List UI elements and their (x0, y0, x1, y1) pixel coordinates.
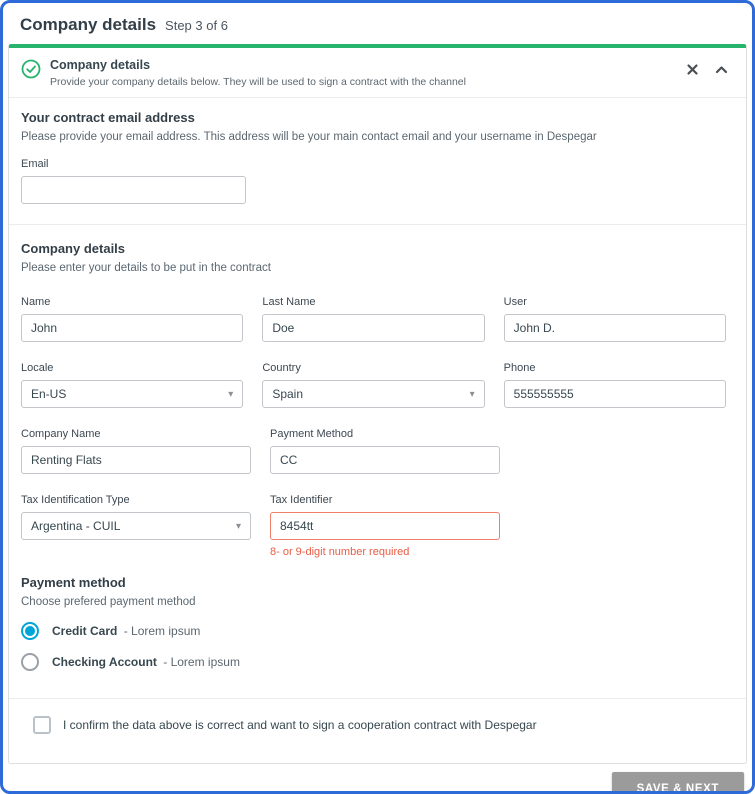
email-label: Email (21, 158, 49, 170)
locale-value: En-US (31, 387, 67, 401)
last-name-label: Last Name (262, 296, 316, 308)
company-name-label: Company Name (21, 428, 101, 440)
company-section-heading: Company details (21, 241, 126, 256)
phone-label: Phone (503, 362, 536, 374)
company-name-field-group (21, 428, 251, 474)
company-section-description: Please enter your details to be put in the contract (21, 262, 271, 274)
payment-method-field-group (270, 428, 500, 474)
page-title: Company details (20, 15, 157, 34)
payment-section-heading: Payment method (21, 575, 126, 590)
tax-identifier-field-group (270, 494, 500, 559)
card-header (9, 48, 746, 98)
caret-down-icon: ▾ (469, 388, 475, 400)
field-row-4 (21, 494, 726, 559)
company-section (9, 225, 746, 698)
user-input[interactable] (504, 314, 726, 342)
name-label: Name (21, 296, 51, 308)
tax-identifier-error: 8- or 9-digit number required (270, 546, 410, 558)
phone-field-group (504, 362, 726, 408)
save-next-button[interactable]: SAVE & NEXT (612, 772, 744, 794)
panel-title: Company details (50, 58, 151, 72)
confirm-checkbox[interactable] (33, 716, 51, 734)
country-value: Spain (272, 387, 304, 401)
confirm-label: I confirm the data above is correct and want to sign a cooperation contract with Despegar (63, 717, 537, 732)
tax-identifier-label: Tax Identifier (270, 494, 333, 506)
radio-option-credit-card[interactable] (21, 622, 726, 640)
user-field-group (504, 296, 726, 342)
locale-select[interactable] (21, 380, 243, 408)
chevron-up-icon[interactable] (715, 63, 728, 76)
tax-id-type-label: Tax Identification Type (21, 494, 130, 506)
tax-id-type-value: Argentina - CUIL (31, 519, 121, 533)
footer (3, 764, 752, 794)
radio-option-label: Checking Account (52, 655, 157, 669)
radio-selected-icon[interactable] (21, 622, 39, 640)
field-row-1 (21, 296, 726, 342)
name-field-group (21, 296, 243, 342)
caret-down-icon: ▾ (235, 520, 241, 532)
payment-method-input[interactable] (270, 446, 500, 474)
country-label: Country (262, 362, 301, 374)
card-header-text (50, 57, 466, 89)
name-input[interactable] (21, 314, 243, 342)
company-details-card (8, 44, 747, 764)
field-row-3 (21, 428, 726, 474)
radio-option-desc: - Lorem ipsum (163, 655, 240, 669)
tax-id-type-field-group (21, 494, 251, 559)
caret-down-icon: ▾ (228, 388, 234, 400)
country-field-group (262, 362, 484, 408)
close-icon[interactable] (686, 63, 699, 76)
locale-field-group (21, 362, 243, 408)
radio-option-text (52, 655, 240, 669)
email-section-heading: Your contract email address (21, 110, 195, 125)
tax-id-type-select[interactable] (21, 512, 251, 540)
card-header-actions (686, 57, 728, 76)
field-row-2 (21, 362, 726, 408)
radio-option-checking-account[interactable] (21, 653, 726, 671)
radio-unselected-icon[interactable] (21, 653, 39, 671)
company-name-input[interactable] (21, 446, 251, 474)
phone-input[interactable] (504, 380, 726, 408)
radio-option-label: Credit Card (52, 624, 118, 638)
user-label: User (503, 296, 527, 308)
email-input[interactable] (21, 176, 246, 204)
email-field-group (21, 158, 246, 204)
payment-method-label: Payment Method (270, 428, 354, 440)
payment-section-description: Choose prefered payment method (21, 596, 196, 608)
radio-option-text (52, 624, 200, 638)
radio-option-desc: - Lorem ipsum (123, 624, 201, 638)
country-select[interactable] (262, 380, 484, 408)
page-step-indicator: Step 3 of 6 (165, 18, 228, 33)
last-name-field-group (262, 296, 484, 342)
panel-subtitle: Provide your company details below. They will be used to sign a contract with the channel (50, 76, 466, 88)
confirmation-section (9, 699, 746, 763)
page-title-row (3, 3, 752, 44)
email-section-description: Please provide your email address. This address will be your main contact email and your username in Despegar (21, 131, 597, 143)
last-name-input[interactable] (262, 314, 484, 342)
tax-identifier-input[interactable] (270, 512, 500, 540)
payment-section (21, 575, 726, 671)
email-section (9, 98, 746, 224)
locale-label: Locale (21, 362, 54, 374)
check-circle-icon (21, 59, 41, 79)
